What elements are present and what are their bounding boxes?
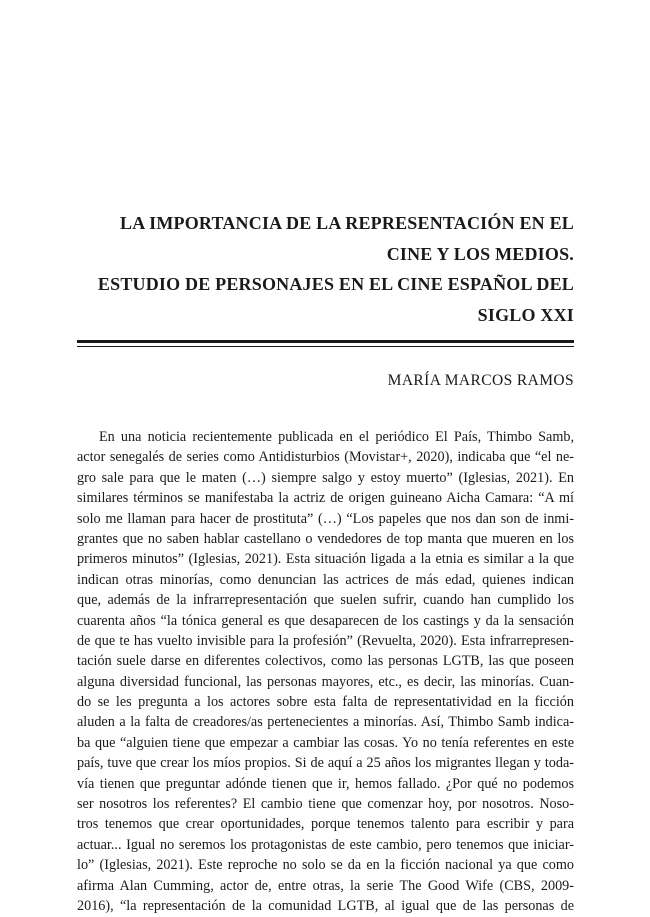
paragraph-line: 2016), “la representación de la comunidad LGTB, al igual que de las personas de	[77, 897, 574, 914]
title-line: SIGLO XXI	[477, 304, 574, 325]
paragraph-line: cuarenta años “la tónica general es que desaparecen de los castings y da la sensación	[77, 612, 574, 629]
paragraph-line: En una noticia recientemente publicada en el periódico El País, Thimbo Samb,	[99, 429, 574, 445]
paragraph-line: ser nosotros los referentes? El cambio tiene que comenzar hoy, por nosotros. Noso-	[77, 796, 574, 813]
author-name: MARÍA MARCOS RAMOS	[387, 372, 574, 389]
paragraph-line: aluden a la falta de creadores/as pertenecientes a minorías. Así, Thimbo Samb indica-	[77, 714, 574, 731]
paragraph-line: solo me llaman para hacer de prostituta” (…) “Los papeles que nos dan son de inmi-	[77, 510, 574, 527]
paragraph-line: que, además de la infrarrepresentación que suelen sufrir, cuando han cumplido los	[77, 592, 574, 609]
paragraph-line: afirma Alan Cumming, actor de, entre otras, la serie The Good Wife (CBS, 2009-	[77, 877, 574, 894]
paragraph-line: actor senegalés de series como Antidisturbios (Movistar+, 2020), indicaba que “el ne-	[77, 449, 574, 466]
title-line: LA IMPORTANCIA DE LA REPRESENTACIÓN EN EL	[120, 213, 574, 233]
paragraph-line: alguna diversidad funcional, las personas mayores, etc., es decir, las minorías. Cuan-	[77, 673, 574, 690]
paragraph-line: grantes que no saben hablar castellano o vendedores de top manta que mueren en los	[77, 530, 574, 547]
title-rule-thick	[77, 340, 574, 343]
paragraph-line: lo” (Iglesias, 2021). Este reproche no solo se da en la ficción nacional ya que como	[77, 857, 574, 874]
title-line: CINE Y LOS MEDIOS.	[386, 243, 574, 264]
chapter-title	[76, 208, 574, 330]
paragraph-line: indican otras minorías, como denuncian las actrices de más edad, quienes indican	[77, 571, 574, 588]
title-line: ESTUDIO DE PERSONAJES EN EL CINE ESPAÑOL DEL	[97, 274, 574, 294]
paragraph-line: de que te has vuelto invisible para la profesión” (Revuelta, 2020). Esta infrarrepresen-	[77, 632, 574, 649]
body-paragraph	[77, 427, 574, 916]
paragraph-line: tación suele darse en diferentes colectivos, como las personas LGTB, las que poseen	[77, 653, 574, 670]
title-rule-thin	[77, 346, 574, 347]
paragraph-line: actuar... Igual no seremos los protagonistas de este cambio, pero tenemos que iniciar-	[77, 836, 574, 853]
paragraph-line: do se les pregunta a los actores sobre esta falta de representatividad en la ficción	[77, 694, 574, 711]
paragraph-line: tros tenemos que crear oportunidades, porque tenemos talento para escribir y para	[77, 816, 574, 833]
paragraph-line: vía tienen que preguntar adónde tienen que ir, hemos fallado. ¿Por qué no podemos	[77, 775, 574, 792]
paragraph-line: primeros minutos” (Iglesias, 2021). Esta situación ligada a la etnia es similar a la que	[77, 551, 574, 568]
paragraph-line: ba que “alguien tiene que empezar a cambiar las cosas. Yo no tenía referentes en este	[77, 734, 574, 751]
paragraph-line: similares términos se manifestaba la actriz de origen guineano Aicha Camara: “A mí	[77, 490, 574, 507]
paragraph-line: país, tuve que crear los míos propios. Si de aquí a 25 años los migrantes llegan y toda-	[77, 755, 574, 772]
paragraph-line: gro sale para que le maten (…) siempre salgo y estoy muerto” (Iglesias, 2021). En	[77, 469, 574, 486]
